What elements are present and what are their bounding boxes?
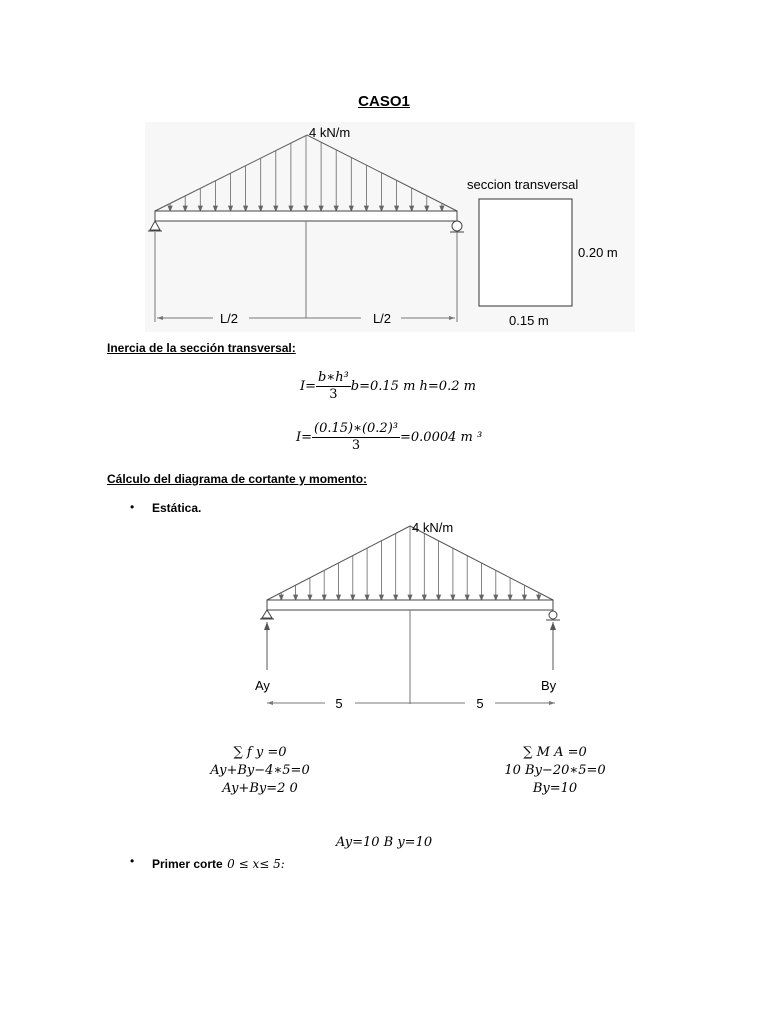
reactions-result: Ay=10 B y=10 (335, 835, 433, 850)
load-arrow-head (337, 595, 341, 600)
inertia-calc (296, 421, 482, 454)
load-arrow-head (522, 595, 526, 600)
inertia-heading: Inercia de la sección transversal: (107, 341, 296, 355)
sum-fy-block (180, 744, 340, 798)
load-arrows (279, 526, 540, 600)
sum-fy-line-3: Ay+By=2 0 (222, 781, 298, 796)
beam (155, 211, 457, 221)
first-cut-range: 0 ≤ x≤ 5: (227, 857, 285, 871)
sum-fy-line-1: ∑ f y =0 (233, 745, 287, 760)
load-arrow-head (365, 595, 369, 600)
cross-section (479, 199, 572, 306)
load-arrow-head (379, 595, 383, 600)
section-width-label: 0.15 m (509, 313, 549, 328)
load-arrow-head (437, 595, 441, 600)
load-arrow-head (480, 595, 484, 600)
sum-ma-line-3: By=10 (532, 781, 578, 796)
shear-moment-heading: Cálculo del diagrama de cortante y momento: (107, 472, 368, 486)
beam-diagram-2 (255, 518, 570, 714)
load-arrow-head (422, 595, 426, 600)
calc-lhs: I= (296, 430, 313, 445)
load-label: 4 kN/m (309, 125, 351, 140)
sum-fy-line-2: Ay+By−4∗5=0 (210, 763, 310, 778)
span-right-label: L/2 (372, 311, 392, 326)
load-arrow-head (508, 595, 512, 600)
page-title: CASO1 (358, 93, 410, 110)
load-arrow-head (408, 595, 412, 600)
first-cut-label: Primer corte (152, 857, 223, 871)
calc-rhs: =0.0004 m ³ (400, 430, 483, 445)
section-title: seccion transversal (467, 177, 579, 192)
load-arrow-head (279, 595, 283, 600)
bullet-dot: • (130, 854, 135, 868)
load-arrow-head (294, 595, 298, 600)
span-right-label: 5 (476, 696, 484, 711)
load-arrow-head (537, 595, 541, 600)
load-arrow-head (308, 595, 312, 600)
inertia-formula (300, 370, 476, 403)
sum-ma-line-2: 10 By−20∗5=0 (504, 763, 606, 778)
calc-denominator: 3 (351, 438, 361, 453)
load-arrow-head (494, 595, 498, 600)
reaction-ay-label: Ay (255, 678, 270, 693)
pin-support-left (262, 610, 272, 618)
beam (267, 600, 553, 610)
reaction-by-label: By (541, 678, 557, 693)
calc-numerator: (0.15)∗(0.2)³ (314, 421, 398, 436)
load-arrow-head (351, 595, 355, 600)
sum-ma-block (475, 744, 635, 798)
formula-rhs: b=0.15 m h=0.2 m (350, 379, 476, 394)
formula-lhs: I= (300, 379, 317, 394)
load-label: 4 kN/m (412, 520, 454, 535)
statics-bullet: Estática. (152, 501, 202, 515)
sum-ma-line-1: ∑ M A =0 (523, 745, 587, 760)
formula-denominator: 3 (329, 387, 338, 402)
load-arrow-head (322, 595, 326, 600)
span-left-label: 5 (335, 696, 343, 711)
bullet-dot: • (130, 500, 135, 514)
formula-numerator: b∗h³ (318, 370, 349, 385)
roller-support-right (549, 611, 557, 619)
first-cut-bullet (152, 855, 285, 873)
section-height-label: 0.20 m (578, 245, 618, 260)
span-left-label: L/2 (219, 311, 239, 326)
roller-support-right (452, 221, 462, 231)
load-arrow-head (465, 595, 469, 600)
load-arrow-head (394, 595, 398, 600)
beam-diagram-1 (145, 122, 635, 332)
load-arrow-head (451, 595, 455, 600)
